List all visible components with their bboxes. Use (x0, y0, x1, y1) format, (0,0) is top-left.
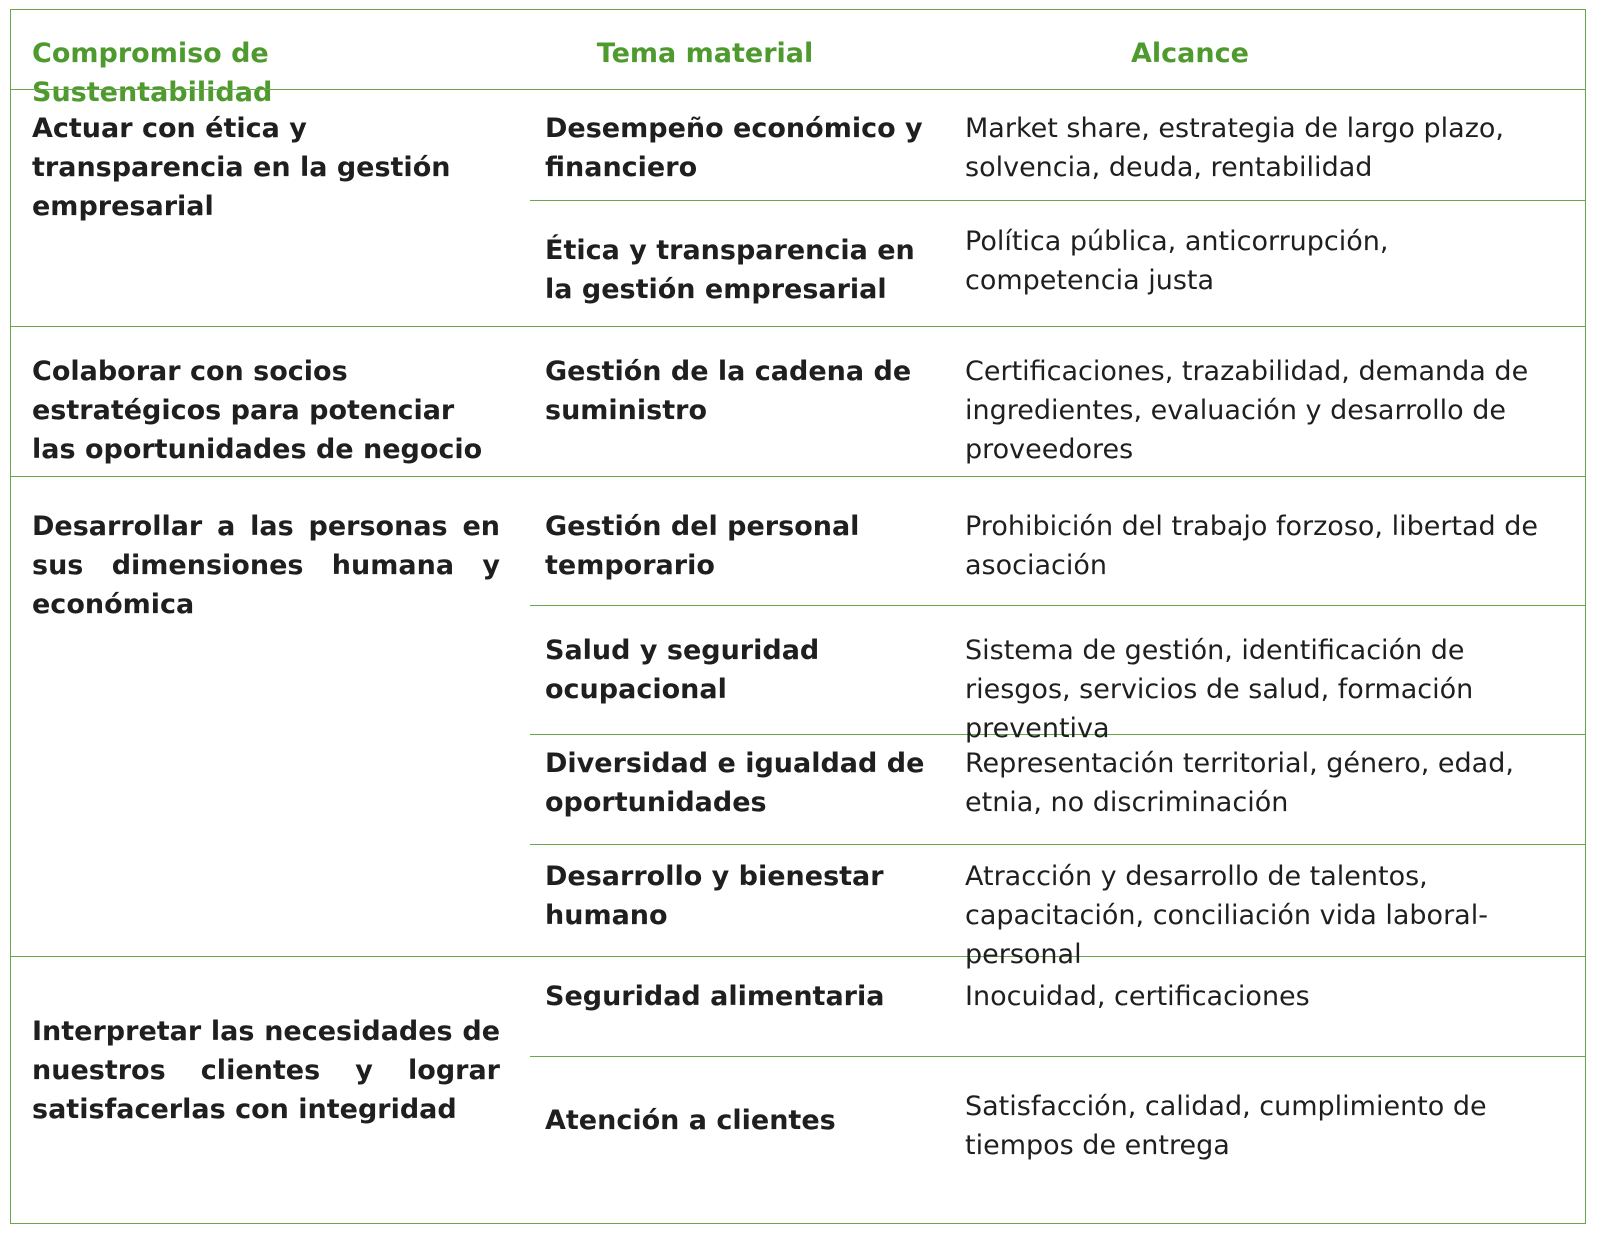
scope-cell: Atracción y desarrollo de talentos, capacitación, conciliación vida laboral-personal (965, 861, 1488, 970)
topic-cell: Desarrollo y bienestar humano (545, 861, 884, 931)
header-topic: Tema material (596, 38, 814, 69)
header-divider (10, 89, 1586, 90)
topic-cell: Diversidad e igualdad de oportunidades (545, 748, 925, 818)
row-divider (530, 200, 1586, 201)
row-divider (530, 1056, 1586, 1057)
scope-cell: Sistema de gestión, identificación de riesgos, servicios de salud, formación preventiva (965, 635, 1474, 744)
topic-cell: Ética y transparencia en la gestión empresarial (545, 235, 915, 305)
scope-cell: Prohibición del trabajo forzoso, libertad de asociación (965, 511, 1539, 581)
scope-cell: Certificaciones, trazabilidad, demanda de ingredientes, evaluación y desarrollo de proveedores (965, 356, 1529, 465)
group-divider (10, 476, 1586, 477)
scope-cell: Satisfacción, calidad, cumplimiento de tiempos de entrega (965, 1091, 1487, 1161)
commitment-cell: Desarrollar a las personas en sus dimensiones humana y económica (32, 511, 500, 620)
topic-cell: Gestión de la cadena de suministro (545, 356, 912, 426)
row-divider (530, 605, 1586, 606)
topic-cell: Desempeño económico y financiero (545, 113, 923, 183)
header-commitment: Compromiso de Sustentabilidad (32, 38, 273, 108)
group-divider (10, 326, 1586, 327)
topic-cell: Salud y seguridad ocupacional (545, 635, 820, 705)
scope-cell: Representación territorial, género, edad, etnia, no discriminación (965, 748, 1514, 818)
scope-cell: Market share, estrategia de largo plazo, solvencia, deuda, rentabilidad (965, 113, 1504, 183)
scope-cell: Política pública, anticorrupción, competencia justa (965, 226, 1389, 296)
topic-cell: Seguridad alimentaria (545, 981, 885, 1012)
header-scope: Alcance (1131, 38, 1249, 69)
topic-cell: Gestión del personal temporario (545, 511, 860, 581)
scope-cell: Inocuidad, certificaciones (965, 981, 1310, 1012)
row-divider (530, 844, 1586, 845)
topic-cell: Atención a clientes (545, 1105, 836, 1136)
commitment-cell: Colaborar con socios estratégicos para potenciar las oportunidades de negocio (32, 356, 483, 465)
commitment-cell: Interpretar las necesidades de nuestros clientes y lograr satisfacerlas con integridad (32, 1016, 500, 1125)
commitment-cell: Actuar con ética y transparencia en la gestión empresarial (32, 113, 451, 222)
